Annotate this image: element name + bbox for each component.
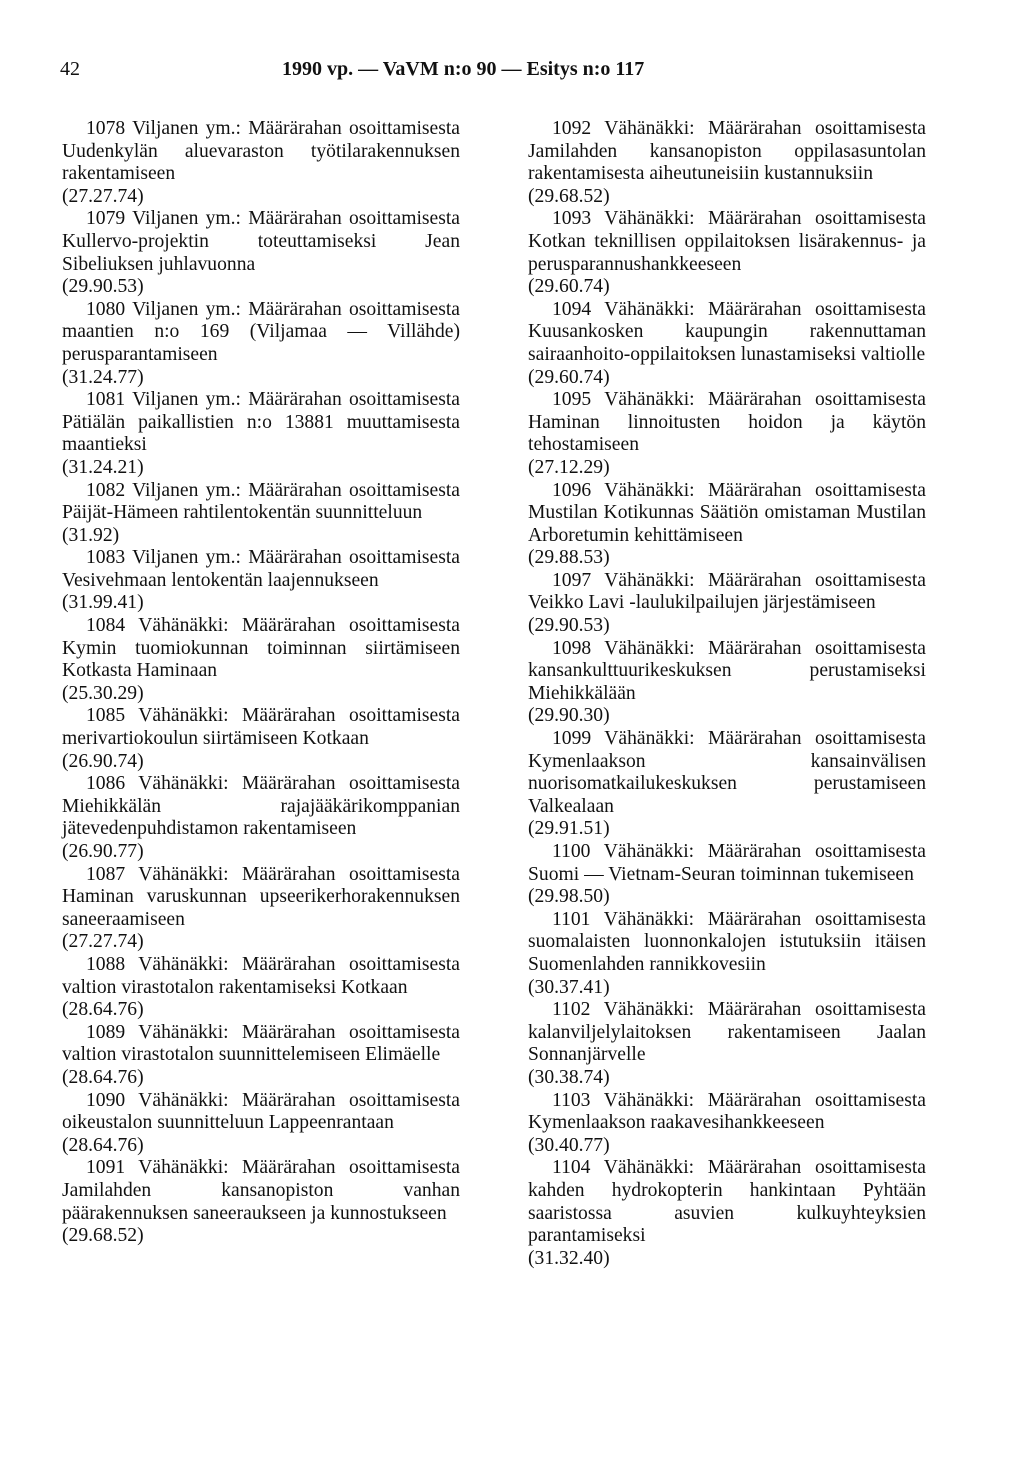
motion-description: Vähänäkki: Määrärahan osoittamisesta oikeustalon suunnitteluun Lappeenrantaan: [62, 1089, 460, 1134]
motion-text: [528, 1090, 926, 1135]
motion-entry: [528, 1157, 926, 1270]
budget-item-code: (31.24.77): [62, 366, 144, 388]
motion-description: Vähänäkki: Määrärahan osoittamisesta kansankulttuurikeskuksen perustamiseksi Miehikkälään: [528, 637, 926, 704]
motion-number: 1085: [86, 705, 126, 727]
budget-item-code: (27.27.74): [62, 931, 144, 953]
motion-description: Vähänäkki: Määrärahan osoittamisesta merivartiokoulun siirtämiseen Kotkaan: [62, 705, 460, 750]
budget-item-code: (29.98.50): [528, 886, 610, 908]
budget-item-code: (30.38.74): [528, 1066, 610, 1088]
budget-item-code: (31.24.21): [62, 456, 144, 478]
motion-description: Vähänäkki: Määrärahan osoittamisesta Kymenlaakson raakavesihankkeeseen: [528, 1089, 926, 1134]
motion-text: [62, 1157, 460, 1225]
budget-item-code: (30.40.77): [528, 1134, 610, 1156]
motion-text: [528, 208, 926, 276]
budget-item-code: (29.68.52): [62, 1225, 144, 1247]
motion-description: Viljanen ym.: Määrärahan osoittamisesta Vesivehmaan lentokentän laajennukseen: [62, 547, 461, 591]
motion-number: 1082: [86, 479, 126, 501]
motion-number: 1081: [86, 389, 126, 411]
motion-description: Vähänäkki: Määrärahan osoittamisesta valtion virastotalon rakentamiseksi Kotkaan: [62, 953, 460, 998]
motion-text: [528, 480, 926, 548]
motion-text: [528, 118, 926, 186]
motion-number: 1088: [86, 953, 126, 975]
motion-number: 1104: [552, 1157, 591, 1179]
motion-entry: [528, 1090, 926, 1158]
budget-item-code: (26.90.74): [62, 750, 144, 772]
motion-text: [62, 705, 460, 750]
motion-number: 1101: [552, 908, 591, 930]
motion-entry: [62, 480, 460, 548]
motion-entry: [528, 480, 926, 570]
motion-entry: [62, 299, 460, 389]
budget-item-code: (26.90.77): [62, 841, 144, 862]
motion-text: [528, 841, 926, 886]
motion-number: 1090: [86, 1089, 126, 1111]
budget-item-code: (29.90.53): [528, 615, 610, 637]
motion-entry: [62, 705, 460, 773]
motion-number: 1078: [86, 118, 126, 139]
motion-description: Vähänäkki: Määrärahan osoittamisesta Kymenlaakson kansainvälisen nuorisomatkailukeskuksen perustamiseen Valkealaan: [528, 728, 926, 817]
budget-item-code: (29.60.74): [528, 366, 610, 388]
motion-description: Vähänäkki: Määrärahan osoittamisesta Kotkan teknillisen oppilaitoksen lisärakennus- ja perusparannushankkeeseen: [528, 208, 926, 275]
budget-item-code: (25.30.29): [62, 682, 144, 704]
motion-entry: [62, 118, 460, 208]
budget-item-code: (28.64.76): [62, 1134, 144, 1156]
motion-number: 1096: [552, 479, 592, 501]
motion-number: 1102: [552, 999, 591, 1021]
motion-text: [528, 1157, 926, 1247]
budget-item-code: (30.37.41): [528, 976, 610, 998]
motion-description: Vähänäkki: Määrärahan osoittamisesta Jamilahden kansanopiston vanhan päärakennuksen saneeraukseen ja kunnostukseen: [62, 1157, 460, 1224]
motion-entry: [62, 954, 460, 1022]
motion-description: Viljanen ym.: Määrärahan osoittamisesta Uudenkylän aluevaraston työtilarakennuksen rakentamiseen: [62, 118, 461, 185]
motion-number: 1086: [86, 773, 126, 795]
motion-text: [62, 299, 460, 367]
motion-text: [62, 208, 460, 276]
motion-description: Viljanen ym.: Määrärahan osoittamisesta Pätiälän paikallistien n:o 13881 muuttamisesta maantieksi: [62, 389, 461, 456]
motion-entry: [528, 118, 926, 208]
motion-text: [528, 570, 926, 615]
motion-number: 1099: [552, 728, 592, 750]
motion-number: 1087: [86, 863, 126, 885]
motion-text: [528, 389, 926, 457]
motion-text: [62, 773, 460, 841]
motion-description: Viljanen ym.: Määrärahan osoittamisesta Päijät-Hämeen rahtilentokentän suunnitteluun: [62, 479, 461, 524]
left-column: [62, 118, 460, 1248]
motion-text: [528, 999, 926, 1067]
motion-number: 1083: [86, 547, 126, 569]
motion-description: Vähänäkki: Määrärahan osoittamisesta valtion virastotalon suunnittelemiseen Elimäelle: [62, 1021, 460, 1066]
motion-text: [528, 638, 926, 706]
motion-entry: [528, 999, 926, 1089]
motion-number: 1094: [552, 298, 592, 320]
motion-entry: [528, 638, 926, 728]
motion-text: [528, 909, 926, 977]
motion-number: 1097: [552, 569, 592, 591]
motion-description: Vähänäkki: Määrärahan osoittamisesta suomalaisten luonnonkalojen istutuksiin itäisen Suomenlahden rannikkovesiin: [528, 908, 926, 975]
budget-item-code: (29.88.53): [528, 547, 610, 569]
page-number: 42: [60, 58, 80, 80]
running-head: 1990 vp. — VaVM n:o 90 — Esitys n:o 117: [282, 58, 645, 80]
budget-item-code: (29.68.52): [528, 185, 610, 207]
motion-description: Vähänäkki: Määrärahan osoittamisesta Kuusankosken kaupungin rakennuttaman sairaanhoito-oppilaitoksen lunastamiseksi valtiolle: [528, 298, 926, 365]
motion-entry: [528, 570, 926, 638]
budget-item-code: (29.90.53): [62, 276, 144, 298]
motion-entry: [528, 841, 926, 909]
motion-text: [62, 1090, 460, 1135]
budget-item-code: (31.32.40): [528, 1247, 610, 1269]
motion-description: Viljanen ym.: Määrärahan osoittamisesta Kullervo-projektin toteuttamiseksi Jean Sibeliuksen juhlavuonna: [62, 208, 461, 275]
motion-entry: [528, 208, 926, 298]
budget-item-code: (29.91.51): [528, 818, 610, 840]
motion-text: [528, 299, 926, 367]
motion-text: [62, 615, 460, 683]
motion-description: Vähänäkki: Määrärahan osoittamisesta Haminan linnoitusten hoidon ja käytön tehostamiseen: [528, 389, 926, 456]
motion-number: 1092: [552, 118, 592, 139]
motion-text: [62, 118, 460, 186]
motion-text: [62, 389, 460, 457]
budget-item-code: (31.92): [62, 524, 120, 546]
motion-number: 1084: [86, 615, 126, 637]
motion-entry: [528, 728, 926, 841]
budget-item-code: (31.99.41): [62, 592, 144, 614]
motion-description: Vähänäkki: Määrärahan osoittamisesta kahden hydrokopterin hankintaan Pyhtään saaristossa asuvien kulkuyhteyksien parantamiseksi: [528, 1157, 926, 1247]
motion-number: 1089: [86, 1021, 126, 1043]
motion-entry: [62, 1157, 460, 1247]
motion-description: Vähänäkki: Määrärahan osoittamisesta kalanviljelylaitoksen rakentamiseen Jaalan Sonnanjärvelle: [528, 999, 926, 1066]
motion-entry: [62, 547, 460, 615]
motion-description: Vähänäkki: Määrärahan osoittamisesta Haminan varuskunnan upseerikerhorakennuksen saneeraamiseen: [62, 863, 460, 930]
motion-entry: [62, 864, 460, 954]
motion-entry: [62, 389, 460, 479]
motion-entry: [62, 615, 460, 705]
motion-entry: [62, 1022, 460, 1090]
motion-text: [528, 728, 926, 818]
motion-entry: [62, 1090, 460, 1158]
motion-entry: [528, 389, 926, 479]
motion-text: [62, 480, 460, 525]
motion-text: [62, 547, 460, 592]
motion-number: 1095: [552, 389, 592, 411]
budget-item-code: (28.64.76): [62, 1066, 144, 1088]
budget-item-code: (28.64.76): [62, 999, 144, 1021]
motion-number: 1091: [86, 1157, 126, 1179]
motion-description: Vähänäkki: Määrärahan osoittamisesta Jamilahden kansanopiston oppilasasuntolan rakentamisesta aiheutuneisiin kustannuksiin: [528, 118, 926, 185]
motion-text: [62, 954, 460, 999]
budget-item-code: (27.12.29): [528, 456, 610, 478]
motion-description: Viljanen ym.: Määrärahan osoittamisesta maantien n:o 169 (Viljamaa — Villähde) perusparantamiseen: [62, 298, 461, 365]
motion-description: Vähänäkki: Määrärahan osoittamisesta Suomi — Vietnam-Seuran toiminnan tukemiseen: [528, 841, 926, 885]
budget-item-code: (27.27.74): [62, 185, 144, 207]
motion-entry: [528, 909, 926, 999]
right-column: [528, 118, 926, 1270]
motion-number: 1080: [86, 298, 126, 320]
motion-number: 1098: [552, 637, 592, 659]
motion-description: Vähänäkki: Määrärahan osoittamisesta Veikko Lavi -laulukilpailujen järjestämiseen: [528, 569, 926, 614]
budget-item-code: (29.60.74): [528, 276, 610, 298]
motion-number: 1103: [552, 1089, 591, 1111]
motion-entry: [62, 773, 460, 863]
motion-description: Vähänäkki: Määrärahan osoittamisesta Miehikkälän rajajääkärikomppanian jätevedenpuhdistamon rakentamiseen: [62, 773, 460, 840]
motion-entry: [62, 208, 460, 298]
budget-item-code: (29.90.30): [528, 705, 610, 727]
page-header: [60, 58, 990, 88]
motion-number: 1093: [552, 208, 592, 230]
motion-description: Vähänäkki: Määrärahan osoittamisesta Kymin tuomiokunnan toiminnan siirtämiseen Kotkasta Haminaan: [62, 615, 460, 682]
motion-number: 1100: [552, 841, 591, 862]
motion-description: Vähänäkki: Määrärahan osoittamisesta Mustilan Kotikunnas Säätiön omistaman Mustilan Arboretumin kehittämiseen: [528, 479, 926, 546]
motion-text: [62, 864, 460, 932]
motion-number: 1079: [86, 208, 126, 230]
motion-entry: [528, 299, 926, 389]
motion-text: [62, 1022, 460, 1067]
